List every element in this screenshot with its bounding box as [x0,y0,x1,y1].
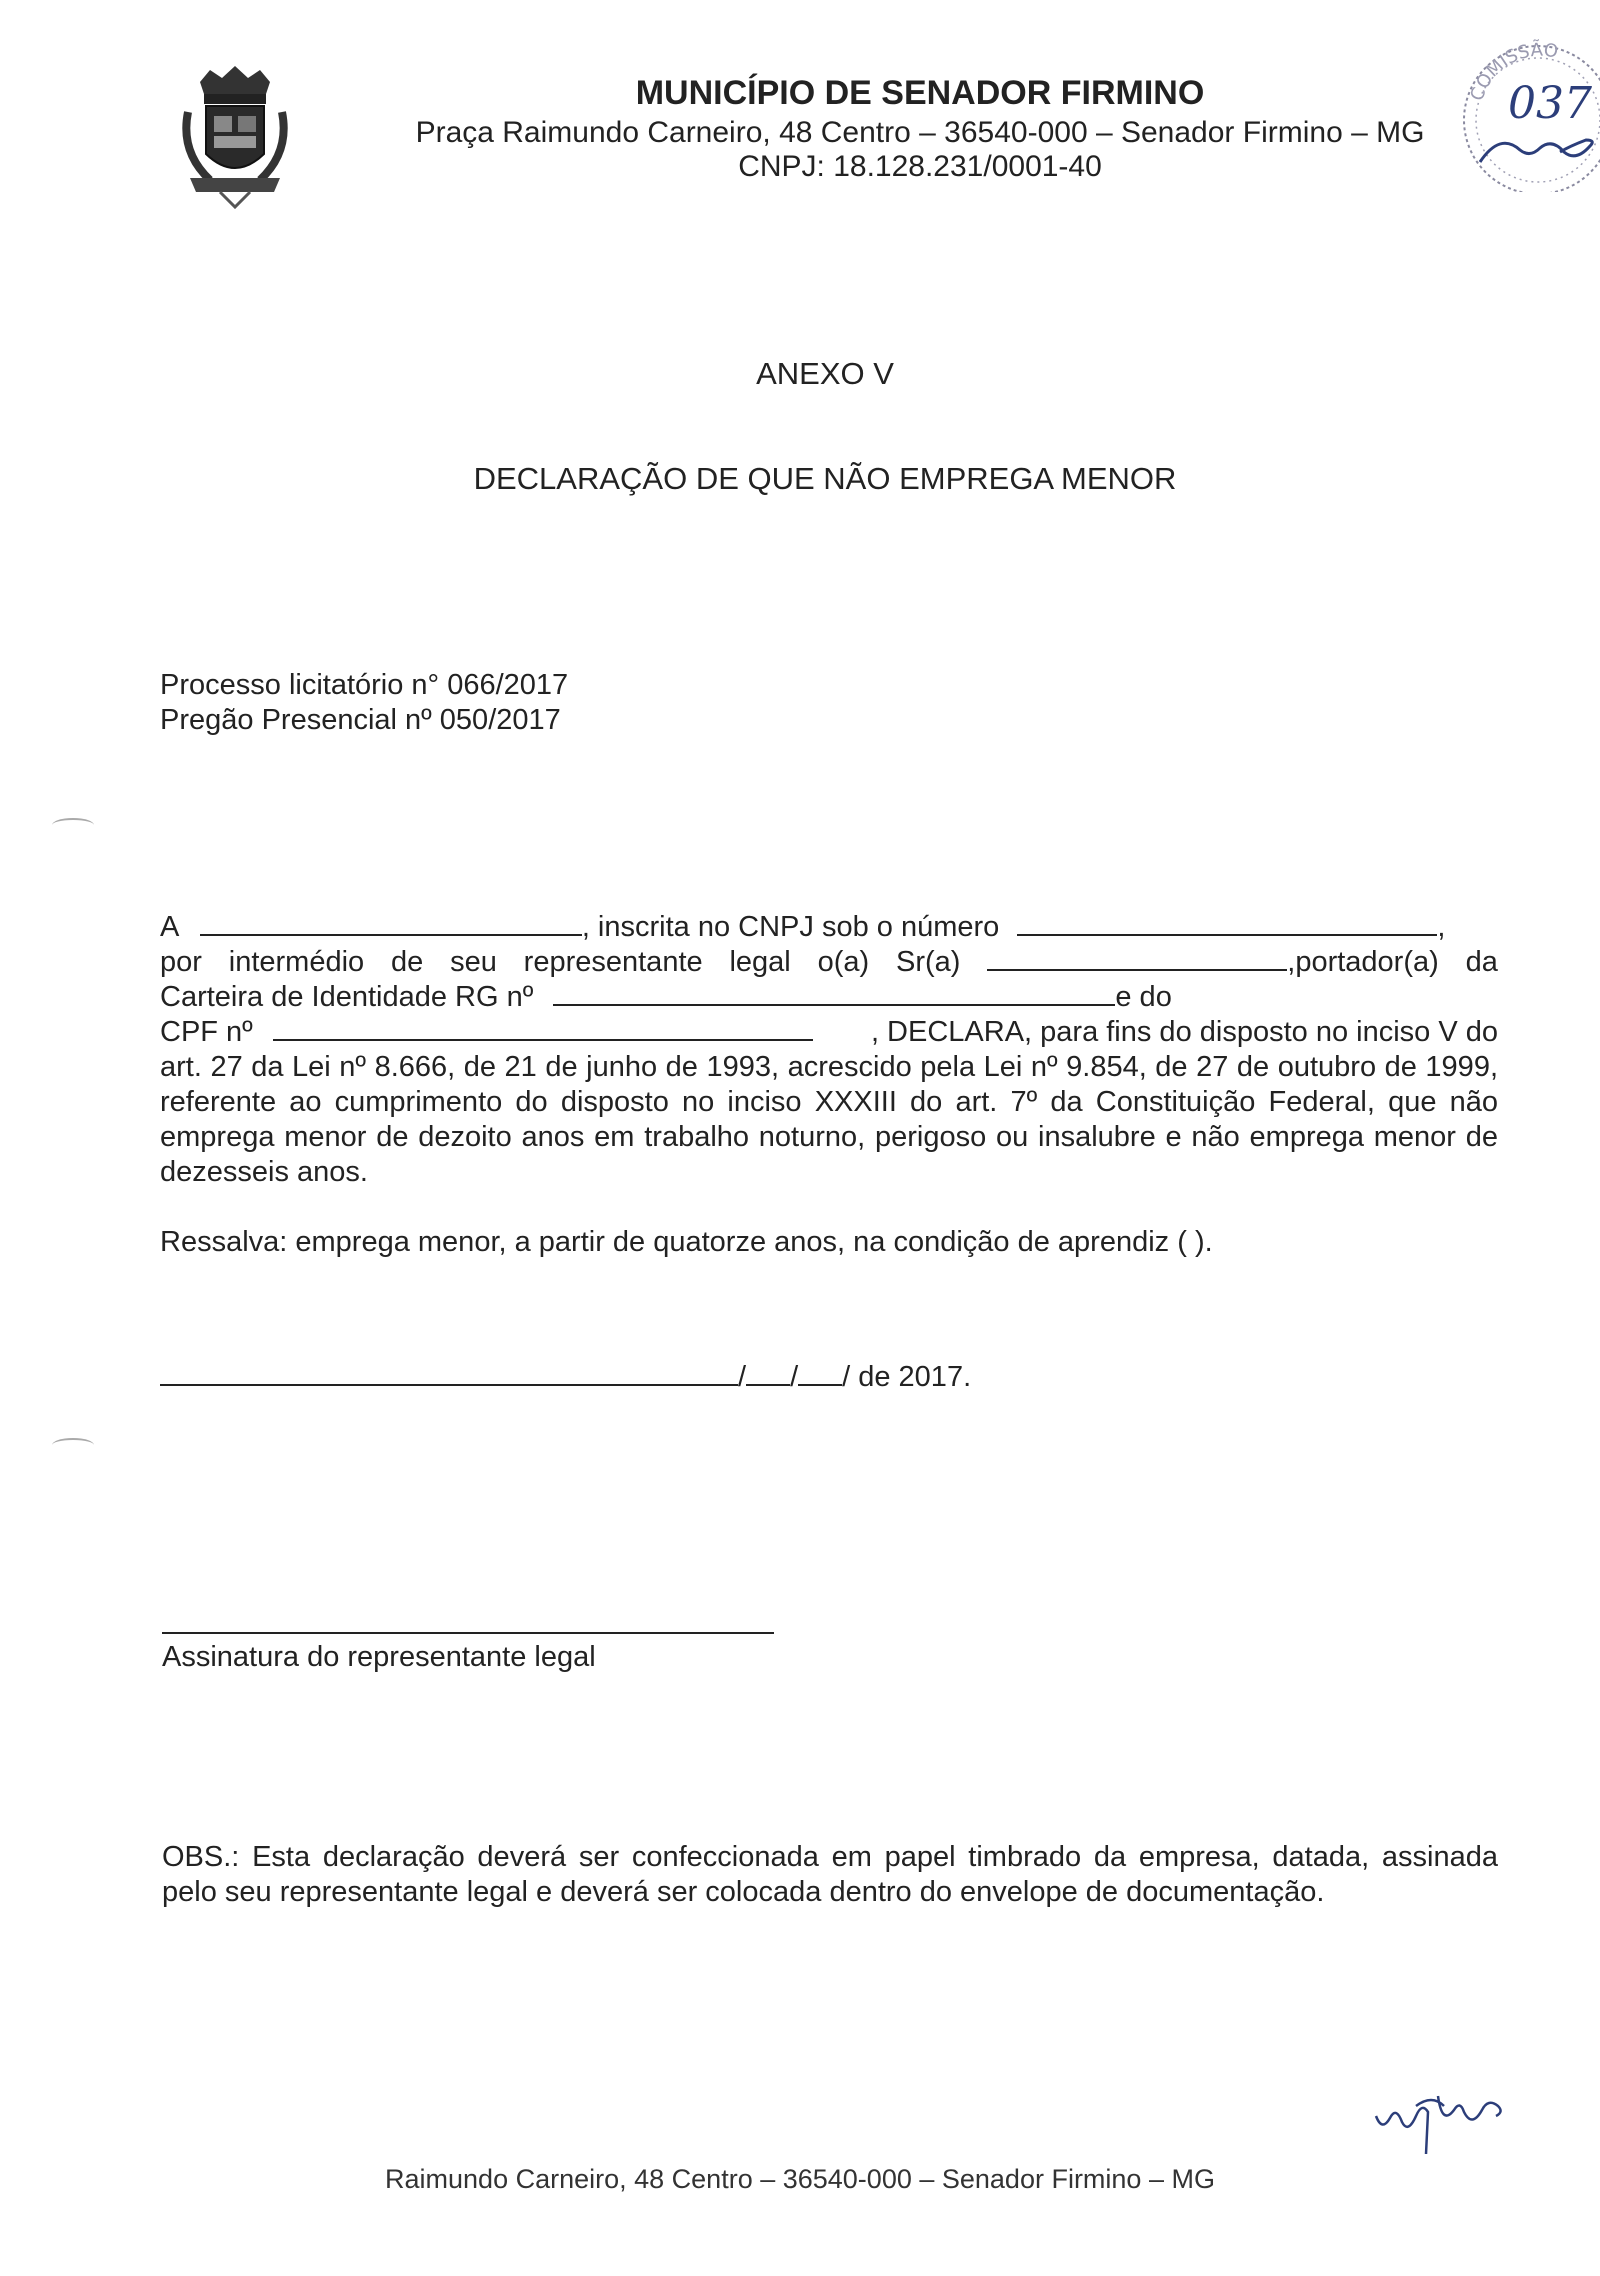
stamp-arc-text: COMISSÃO [1466,39,1560,104]
declaration-title: DECLARAÇÃO DE QUE NÃO EMPREGA MENOR [473,461,1177,496]
day-blank [746,1360,790,1386]
cpf-number-blank [273,1015,813,1041]
declaration-line-4: CPF nº , DECLARA, para fins do disposto no inciso V do [160,1016,1498,1048]
annex-title: ANEXO V [756,356,894,391]
ressalva-text: Ressalva: emprega menor, a partir de quatorze anos, na condição de aprendiz ( ). [160,1226,1213,1258]
municipality-cnpj: CNPJ: 18.128.231/0001-40 [738,150,1102,183]
stamp-page-number: 037 [1508,78,1592,129]
footer-address: Raimundo Carneiro, 48 Centro – 36540-000 – Senador Firmino – MG [385,2164,1215,2194]
commission-stamp [1440,22,1600,192]
company-cnpj-blank [1017,910,1437,936]
margin-mark-upper [52,818,94,832]
margin-mark-lower [52,1438,94,1452]
municipality-title: MUNICÍPIO DE SENADOR FIRMINO [635,74,1205,112]
pregao-number: Pregão Presencial nº 050/2017 [160,704,561,736]
obs-note: OBS.: Esta declaração deverá ser confeccionada em papel timbrado da empresa, datada, assinada pelo seu representante legal e deverá ser colocada dentro do envelope de documentação. [162,1841,1498,1908]
municipal-coat-of-arms [170,62,300,212]
rg-number-blank [553,980,1115,1006]
process-number: Processo licitatório n° 066/2017 [160,669,569,701]
declaration-line-3: Carteira de Identidade RG nº e do [160,981,1172,1013]
declaration-body-text: art. 27 da Lei nº 8.666, de 21 de junho de 1993, acrescido pela Lei nº 9.854, de 27 de outubro de 1999, referente ao cumprimento do disposto no inciso XXXIII do art. 7º da Constituição Federal, que não emprega menor de dezoito anos em trabalho noturno, perigoso ou insalubre e não emprega menor de dezesseis anos. [160,1051,1498,1188]
declaration-line-1: A , inscrita no CNPJ sob o número , [160,911,1446,943]
signature-line [162,1632,774,1634]
declaration-line-2: por intermédio de seu representante legal o(a) Sr(a) ,portador(a) da [160,946,1498,978]
date-line: / / / de 2017. [160,1360,971,1395]
company-name-blank [200,910,582,936]
municipality-address: Praça Raimundo Carneiro, 48 Centro – 36540-000 – Senador Firmino – MG [415,116,1425,149]
representative-name-blank [987,945,1287,971]
place-blank [160,1360,738,1386]
handwritten-rubric [1372,2076,1512,2156]
company-prefix: A [160,911,178,943]
month-blank [798,1360,842,1386]
signature-label: Assinatura do representante legal [162,1641,596,1673]
